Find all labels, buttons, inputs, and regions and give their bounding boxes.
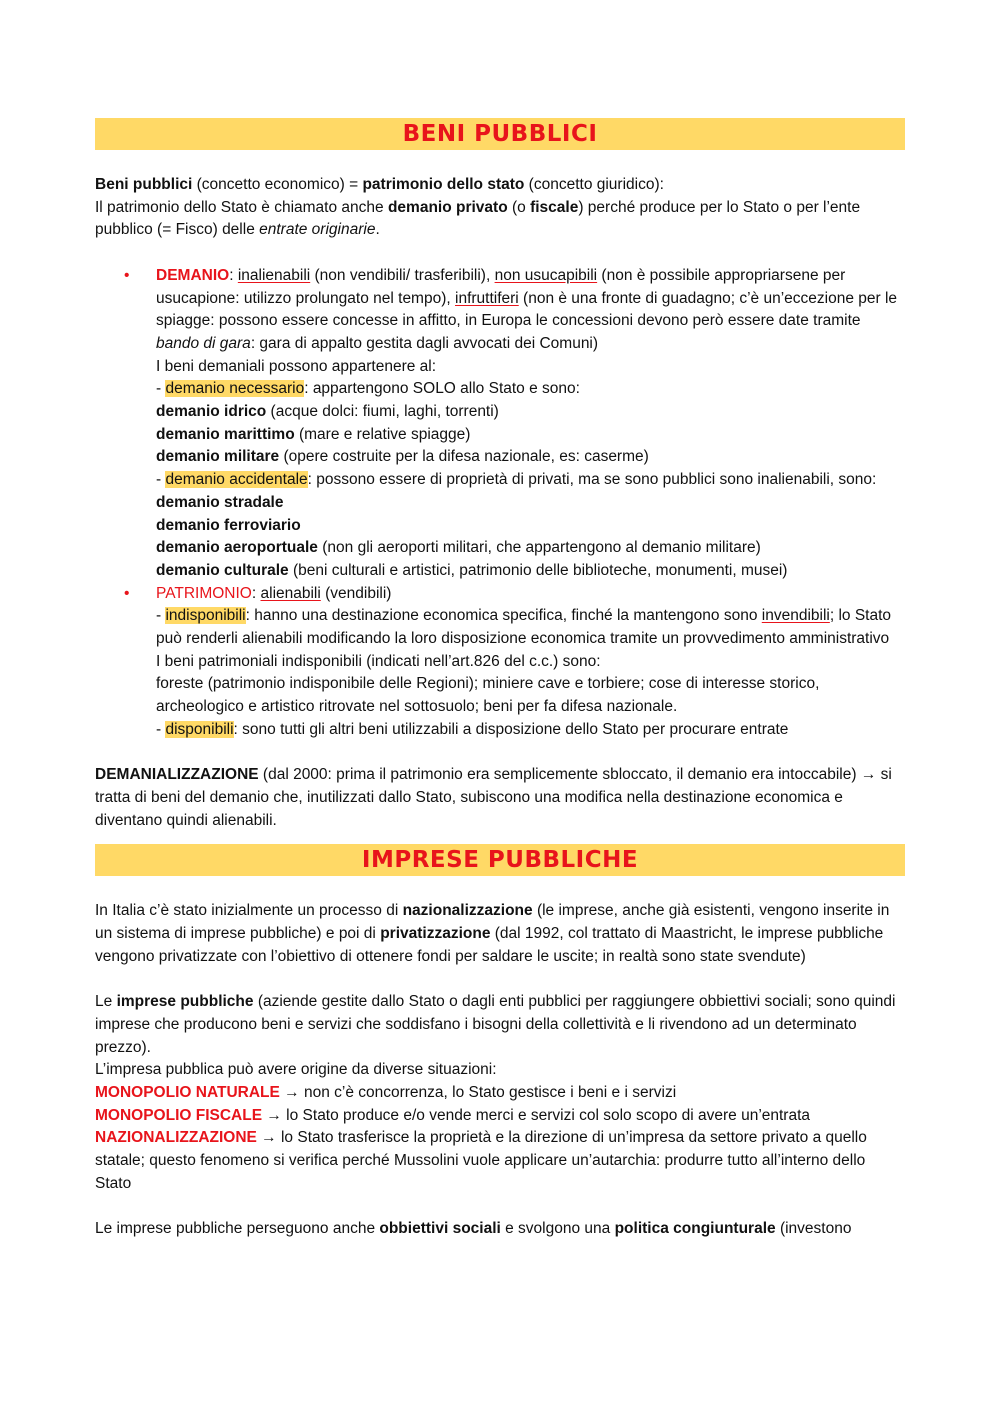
acc-item — [156, 515, 905, 538]
text-run: (concetto economico) = — [192, 176, 363, 193]
bold-term: demanio militare — [156, 448, 280, 466]
demanio-accidentale-line — [156, 469, 905, 492]
section-title-text: BENI PUBBLICI — [402, 121, 598, 147]
text-run: (non è una fronte di guadagno; c’è un’eccezione per le spiagge: possono essere concesse in affitto, in Europa le concessioni devono però essere date tramite — [156, 289, 898, 330]
text-run: (non è possibile appropriarsene per usucapione: utilizzo prolungato nel tempo), — [156, 266, 846, 307]
bold-term: nazionalizzazione — [402, 902, 533, 920]
section-title-text: IMPRESE PUBBLICHE — [361, 847, 639, 874]
bold-term: demanio privato — [387, 198, 508, 216]
text-run: (dal 1992, col trattato di Maastricht, le imprese pubbliche vengono privatizzate con l’obiettivo di ottenere fondi per saldare le uscite; in realtà sono state svendute) — [95, 925, 884, 965]
text-run: (non vendibili/ trasferibili), — [310, 266, 495, 284]
text-run: e svolgono una — [500, 1220, 615, 1238]
text-line: foreste (patrimonio indisponibile delle Regioni); miniere cave e torbiere; cose di interesse storico, archeologico e artistico ritrovate nel sottosuolo; beni per fa difesa nazionale. — [156, 675, 820, 716]
text-run: → lo Stato trasferisce la proprietà e la direzione di un’impresa da settore privato a quello statale; questo fenomeno si verifica perché Mussolini vuole applicare un’autarchia: produrre tutto all’interno dello Stato — [95, 1129, 867, 1192]
text-run: (vendibili) — [320, 584, 392, 602]
text-run: : appartengono SOLO allo Stato e sono: — [304, 380, 580, 398]
nec-item — [156, 401, 905, 424]
acc-item — [156, 537, 905, 560]
italic-term: bando di gara — [156, 334, 251, 352]
text-run: : gara di appalto gestita dagli avvocati dei Comuni) — [250, 334, 599, 352]
nec-item — [156, 446, 905, 469]
text-run: Il patrimonio dello Stato è chiamato anche — [95, 198, 388, 216]
beni-list — [95, 265, 905, 742]
text-line: I beni patrimoniali indisponibili (indicati nell’art.826 del c.c.) sono: — [156, 652, 601, 670]
text-run: (aziende gestite dallo Stato o dagli enti pubblici per raggiungere obbiettivi sociali; sono quindi imprese che producono beni e servizi che soddisfano i bisogni della collettività e li rivendono ad un determinato prezzo). — [95, 993, 896, 1056]
bold-term: demanio idrico — [156, 403, 267, 421]
imprese-paragraph-2 — [95, 991, 905, 1195]
highlighted-term: indisponibili — [165, 607, 246, 625]
nec-item — [156, 424, 905, 447]
text-run: . — [375, 221, 380, 239]
dash: - — [156, 720, 166, 738]
indisponibili-line — [156, 605, 905, 650]
bullet-icon: • — [124, 266, 130, 284]
bold-term: demanio ferroviario — [156, 516, 301, 534]
underlined-term: non usucapibili — [494, 266, 598, 284]
bold-term: demanio aeroportuale — [156, 539, 318, 557]
underlined-term: inalienabili — [237, 266, 311, 284]
bold-term: imprese pubbliche — [116, 993, 254, 1011]
text-run: (opere costruite per la difesa nazionale, es: caserme) — [279, 448, 649, 466]
text-run: (mare e relative spiagge) — [294, 425, 471, 443]
text-run: (dal 2000: prima il patrimonio era semplicemente sbloccato, il demanio era intoccabile) → si tratta di beni del demanio che, inutilizzati dallo Stato, subiscono una modifica nella destinazione economica e diventano quindi alienabili. — [95, 766, 892, 829]
text-run: Le — [95, 993, 117, 1011]
text-run: (le imprese, anche già esistenti, vengono inserite in un sistema di imprese pubbliche) e poi di — [95, 902, 890, 943]
dash: - — [156, 380, 166, 398]
imprese-paragraph-1 — [95, 900, 905, 968]
text-run: In Italia c’è stato inizialmente un processo di — [95, 902, 403, 920]
demanio-necessario-line — [156, 378, 905, 401]
bold-term: politica congiunturale — [614, 1220, 776, 1238]
underlined-term: infruttiferi — [455, 289, 519, 307]
document-page — [95, 118, 905, 1241]
text-run: : possono essere di proprietà di privati, ma se sono pubblici sono inalienabili, sono: — [307, 471, 877, 489]
bold-term: demanio stradale — [156, 493, 284, 511]
highlighted-term: demanio necessario — [165, 380, 305, 398]
red-label: NAZIONALIZZAZIONE — [95, 1129, 257, 1147]
text-run: ; lo Stato può renderli alienabili modificando la loro disposizione economica tramite un provvedimento amministrativo — [156, 607, 892, 648]
text-run: : — [229, 266, 238, 284]
section-title-imprese-pubbliche — [95, 844, 905, 876]
underlined-term: alienabili — [260, 584, 321, 602]
list-item-demanio — [95, 265, 905, 583]
bullet-icon: • — [124, 584, 130, 602]
highlighted-term: disponibili — [165, 720, 234, 738]
disponibili-line — [156, 719, 905, 742]
acc-item — [156, 492, 905, 515]
bold-term: fiscale — [530, 198, 579, 216]
text-run: ) perché produce per lo Stato o per l’ente pubblico (= Fisco) delle — [95, 198, 861, 239]
list-item-patrimonio — [95, 583, 905, 742]
red-label: DEMANIO — [156, 266, 230, 284]
red-label: PATRIMONIO — [156, 584, 252, 602]
intro-paragraph — [95, 174, 905, 242]
bold-term: Beni pubblici — [95, 176, 193, 193]
red-label: MONOPOLIO NATURALE — [95, 1083, 280, 1101]
dash: - — [156, 607, 166, 625]
text-run: L’impresa pubblica può avere origine da diverse situazioni: — [95, 1061, 497, 1079]
bold-term: DEMANIALIZZAZIONE — [95, 766, 259, 784]
text-run: (investono — [775, 1220, 852, 1238]
acc-item — [156, 560, 905, 583]
highlighted-term: demanio accidentale — [165, 471, 308, 489]
dash: - — [156, 471, 166, 489]
red-label: MONOPOLIO FISCALE — [95, 1106, 263, 1124]
bold-term: obbiettivi sociali — [379, 1220, 501, 1238]
bold-term: patrimonio dello stato — [362, 176, 525, 193]
text-line: I beni demaniali possono appartenere al: — [156, 357, 437, 375]
section-title-beni-pubblici — [95, 118, 905, 150]
underlined-term: invendibili — [761, 607, 830, 625]
text-run: : hanno una destinazione economica specifica, finché la mantengono sono — [245, 607, 762, 625]
bold-term: demanio marittimo — [156, 425, 295, 443]
italic-term: entrate originarie — [259, 221, 376, 239]
text-run: → lo Stato produce e/o vende merci e servizi col solo scopo di avere un’entrata — [262, 1106, 811, 1124]
text-run: (concetto giuridico): — [524, 176, 664, 193]
text-run: → non c’è concorrenza, lo Stato gestisce i beni e i servizi — [279, 1083, 677, 1101]
text-run: (o — [507, 198, 531, 216]
text-run: (acque dolci: fiumi, laghi, torrenti) — [266, 403, 499, 421]
text-run: (non gli aeroporti militari, che appartengono al demanio militare) — [317, 539, 761, 557]
demanializzazione-paragraph — [95, 764, 905, 832]
text-run: (beni culturali e artistici, patrimonio delle biblioteche, monumenti, musei) — [288, 561, 788, 579]
imprese-paragraph-3 — [95, 1218, 905, 1241]
text-run: : sono tutti gli altri beni utilizzabili a disposizione dello Stato per procurare entrate — [233, 720, 789, 738]
text-run: Le imprese pubbliche perseguono anche — [95, 1220, 380, 1238]
bold-term: demanio culturale — [156, 561, 289, 579]
bold-term: privatizzazione — [380, 925, 491, 943]
text-run: : — [251, 584, 261, 602]
